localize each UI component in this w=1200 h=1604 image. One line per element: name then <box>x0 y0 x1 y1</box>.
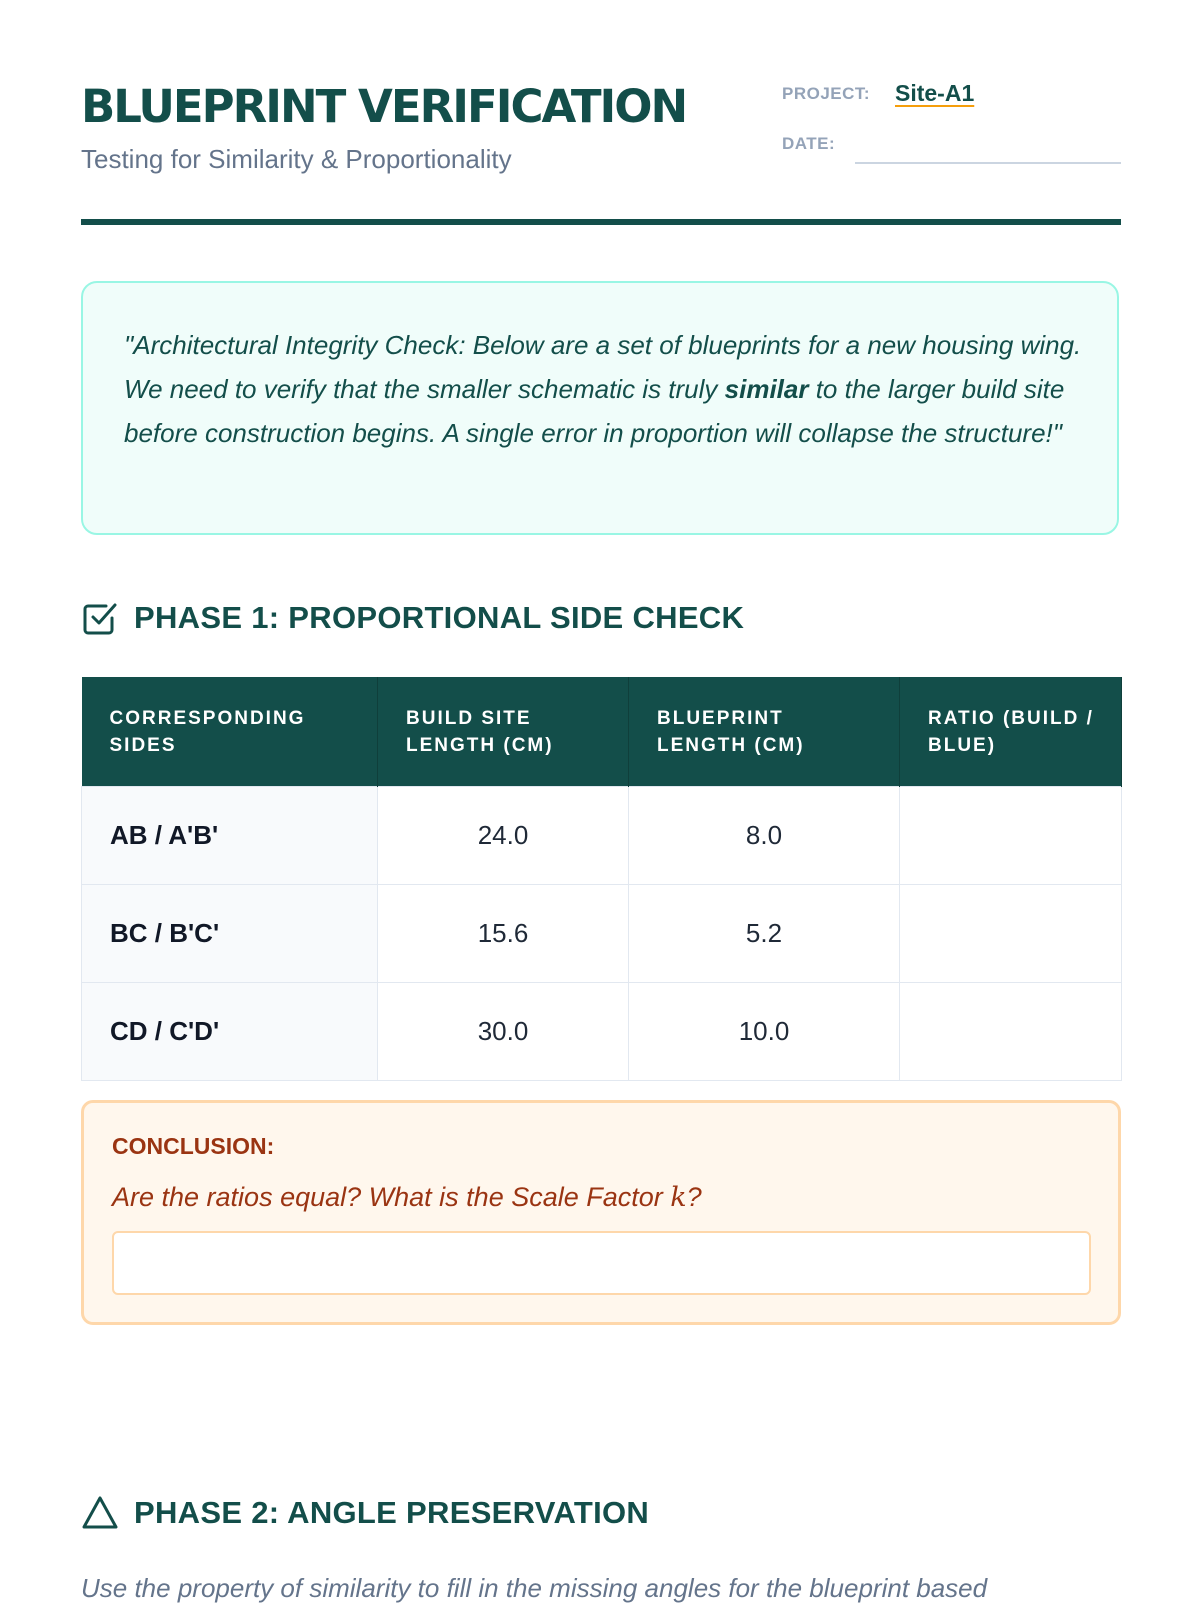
blueprint-length-cell: 8.0 <box>629 787 900 885</box>
conclusion-answer-input[interactable] <box>112 1231 1091 1295</box>
column-header: BUILD SITE LENGTH (CM) <box>378 677 629 787</box>
sides-cell: BC / B'C' <box>82 885 378 983</box>
side-check-table <box>81 677 1122 1081</box>
conclusion-question <box>112 1182 702 1213</box>
phase1-title: PHASE 1: PROPORTIONAL SIDE CHECK <box>134 600 745 635</box>
intro-text <box>124 323 1084 455</box>
header-divider <box>81 219 1121 225</box>
ratio-cell[interactable] <box>900 787 1122 885</box>
phase2-heading <box>81 1492 1121 1532</box>
table-header-row <box>82 677 1122 787</box>
date-row <box>782 128 1121 168</box>
build-length-cell: 30.0 <box>378 983 629 1081</box>
worksheet-header <box>81 78 1121 228</box>
conclusion-box <box>81 1100 1121 1325</box>
table-row <box>82 787 1122 885</box>
table-row <box>82 885 1122 983</box>
question-text: Are the ratios equal? What is the Scale Factor <box>112 1182 671 1212</box>
sides-cell: CD / C'D' <box>82 983 378 1081</box>
sides-cell: AB / A'B' <box>82 787 378 885</box>
intro-text-part: to the larger build site before construction begins. A single error in proportion will collapse the structure!" <box>124 374 1065 448</box>
triangle-icon <box>81 1494 119 1532</box>
question-text: ? <box>686 1182 702 1212</box>
intro-callout <box>81 281 1119 535</box>
blueprint-length-cell: 5.2 <box>629 885 900 983</box>
scale-factor-variable: k <box>670 1182 687 1213</box>
checkbox-icon <box>81 599 119 637</box>
intro-emphasis: similar <box>724 374 809 404</box>
date-label: DATE: <box>782 134 836 153</box>
phase2-title: PHASE 2: ANGLE PRESERVATION <box>134 1495 650 1530</box>
ratio-cell[interactable] <box>900 983 1122 1081</box>
ratio-cell[interactable] <box>900 885 1122 983</box>
project-value: Site-A1 <box>895 80 975 106</box>
column-header: RATIO (BUILD / BLUE) <box>900 677 1122 787</box>
build-length-cell: 15.6 <box>378 885 629 983</box>
page-title: BLUEPRINT VERIFICATION <box>81 80 687 133</box>
phase2-instructions: Use the property of similarity to fill in the missing angles for the blueprint based <box>81 1573 988 1603</box>
phase1-heading <box>81 597 1121 637</box>
intro-text-part: "Architectural Integrity Check: Below are a set of blueprints for a new housing wing. We need to verify that the smaller schematic is truly <box>124 330 1082 404</box>
page-subtitle: Testing for Similarity & Proportionality <box>81 144 512 174</box>
column-header: BLUEPRINT LENGTH (CM) <box>629 677 900 787</box>
build-length-cell: 24.0 <box>378 787 629 885</box>
conclusion-label: CONCLUSION: <box>112 1133 275 1159</box>
project-row <box>782 78 1121 118</box>
column-header: CORRESPONDING SIDES <box>82 677 378 787</box>
blueprint-length-cell: 10.0 <box>629 983 900 1081</box>
table-row <box>82 983 1122 1081</box>
project-label: PROJECT: <box>782 84 871 103</box>
date-field[interactable] <box>855 162 1121 164</box>
